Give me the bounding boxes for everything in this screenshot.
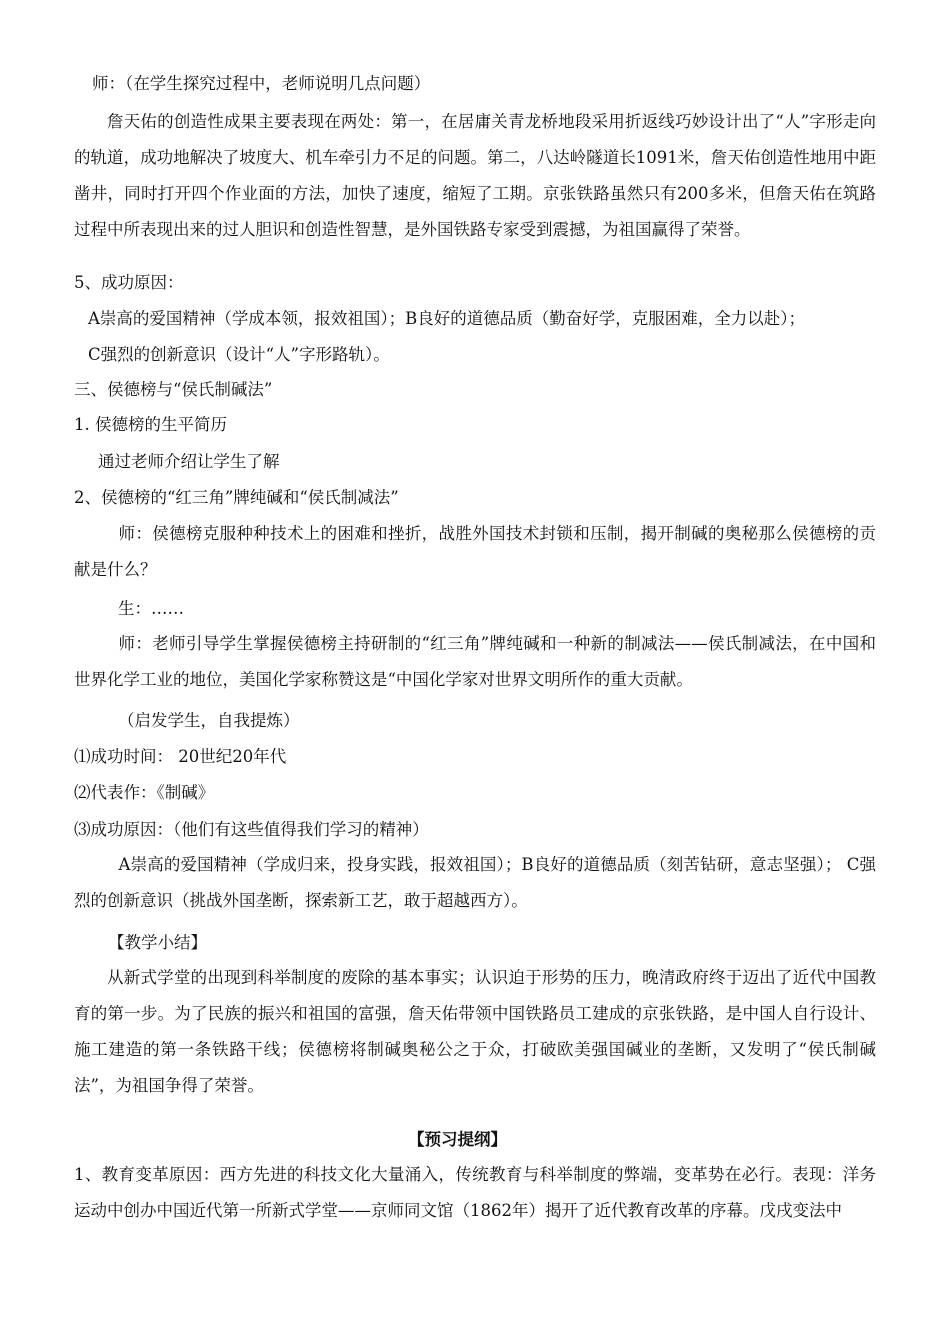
prompt-students-line: （启发学生，自我提炼） [118, 711, 300, 730]
teacher-guidance-paragraph: 师：老师引导学生掌握侯德榜主持研制的“红三角”牌纯碱和一种新的制减法——侯氏制减法，在中国和世界化学工业的地位，美国化学家称赞这是“中国化学家对世界文明所作的重大贡献。 [74, 634, 876, 689]
teacher-note-line: 师：（在学生探究过程中，老师说明几点问题） [92, 74, 431, 93]
zhan-tianyou-achievements-paragraph: 詹天佑的创造性成果主要表现在两处：第一，在居庸关青龙桥地段采用折返线巧妙设计出了“人”字形走向的轨道，成功地解决了坡度大、机车牵引力不足的问题。第二，八达岭隧道长1091米，詹天佑创造性地用中距凿井，同时打开四个作业面的方法，加快了速度，缩短了工期。京张铁路虽然只有200多米，但詹天佑在筑路过程中所表现出来的过人胆识和创造性智慧，是外国铁路专家受到震撼，为祖国赢得了荣誉。 [74, 112, 876, 239]
success-reasons-heading: 5、成功原因： [74, 273, 184, 292]
preview-outline-item-1: 1、教育变革原因：西方先进的科技文化大量涌入，传统教育与科举制度的弊端，变革势在必行。表现：洋务运动中创办中国近代第一所新式学堂——京师同文馆（1862年）揭开了近代教育改革的序幕。戊戌变法中 [74, 1165, 876, 1220]
student-answer-line: 生：…… [118, 599, 184, 618]
teacher-question-paragraph: 师：侯德榜克服种种技术上的困难和挫折，战胜外国技术封锁和压制，揭开制碱的奥秘那么侯德榜的贡献是什么？ [74, 524, 876, 579]
teacher-introduction-line: 通过老师介绍让学生了解 [98, 452, 280, 471]
hou-biography-heading: 1. 侯德榜的生平简历 [74, 415, 227, 434]
teaching-summary-paragraph: 从新式学堂的出现到科举制度的废除的基本事实；认识迫于形势的压力，晚清政府终于迈出了近代中国教育的第一步。为了民族的振兴和祖国的富强，詹天佑带领中国铁路员工建成的京张铁路，是中国人自行设计、施工建造的第一条铁路干线；侯德榜将制碱奥秘公之于众，打破欧美强国碱业的垄断，又发明了“侯氏制碱法”，为祖国争得了荣誉。 [74, 968, 876, 1095]
section-three-heading: 三、侯德榜与“侯氏制碱法” [74, 380, 273, 399]
hou-soda-heading: 2、侯德榜的“红三角”牌纯碱和“侯氏制减法” [74, 488, 399, 507]
teaching-summary-heading: 【教学小结】 [108, 933, 207, 952]
success-time-item: ⑴成功时间： 20世纪20年代 [74, 747, 287, 766]
hou-success-reasons-paragraph: A崇高的爱国精神（学成归来，投身实践，报效祖国）；B良好的道德品质（刻苦钻研，意志坚强）； C强烈的创新意识（挑战外国垄断，探索新工艺，敢于超越西方）。 [74, 855, 876, 910]
success-reasons-item: ⑶成功原因：（他们有这些值得我们学习的精神） [74, 820, 429, 839]
representative-work-item: ⑵代表作：《制碱》 [74, 783, 215, 802]
preview-outline-heading: 【预习提纲】 [408, 1130, 507, 1149]
success-reasons-ab-line: A崇高的爱国精神（学成本领，报效祖国）；B良好的道德品质（勤奋好学，克服困难，全力以赴）； [88, 309, 806, 328]
success-reasons-c-line: C强烈的创新意识（设计“人”字形路轨）。 [88, 345, 390, 364]
